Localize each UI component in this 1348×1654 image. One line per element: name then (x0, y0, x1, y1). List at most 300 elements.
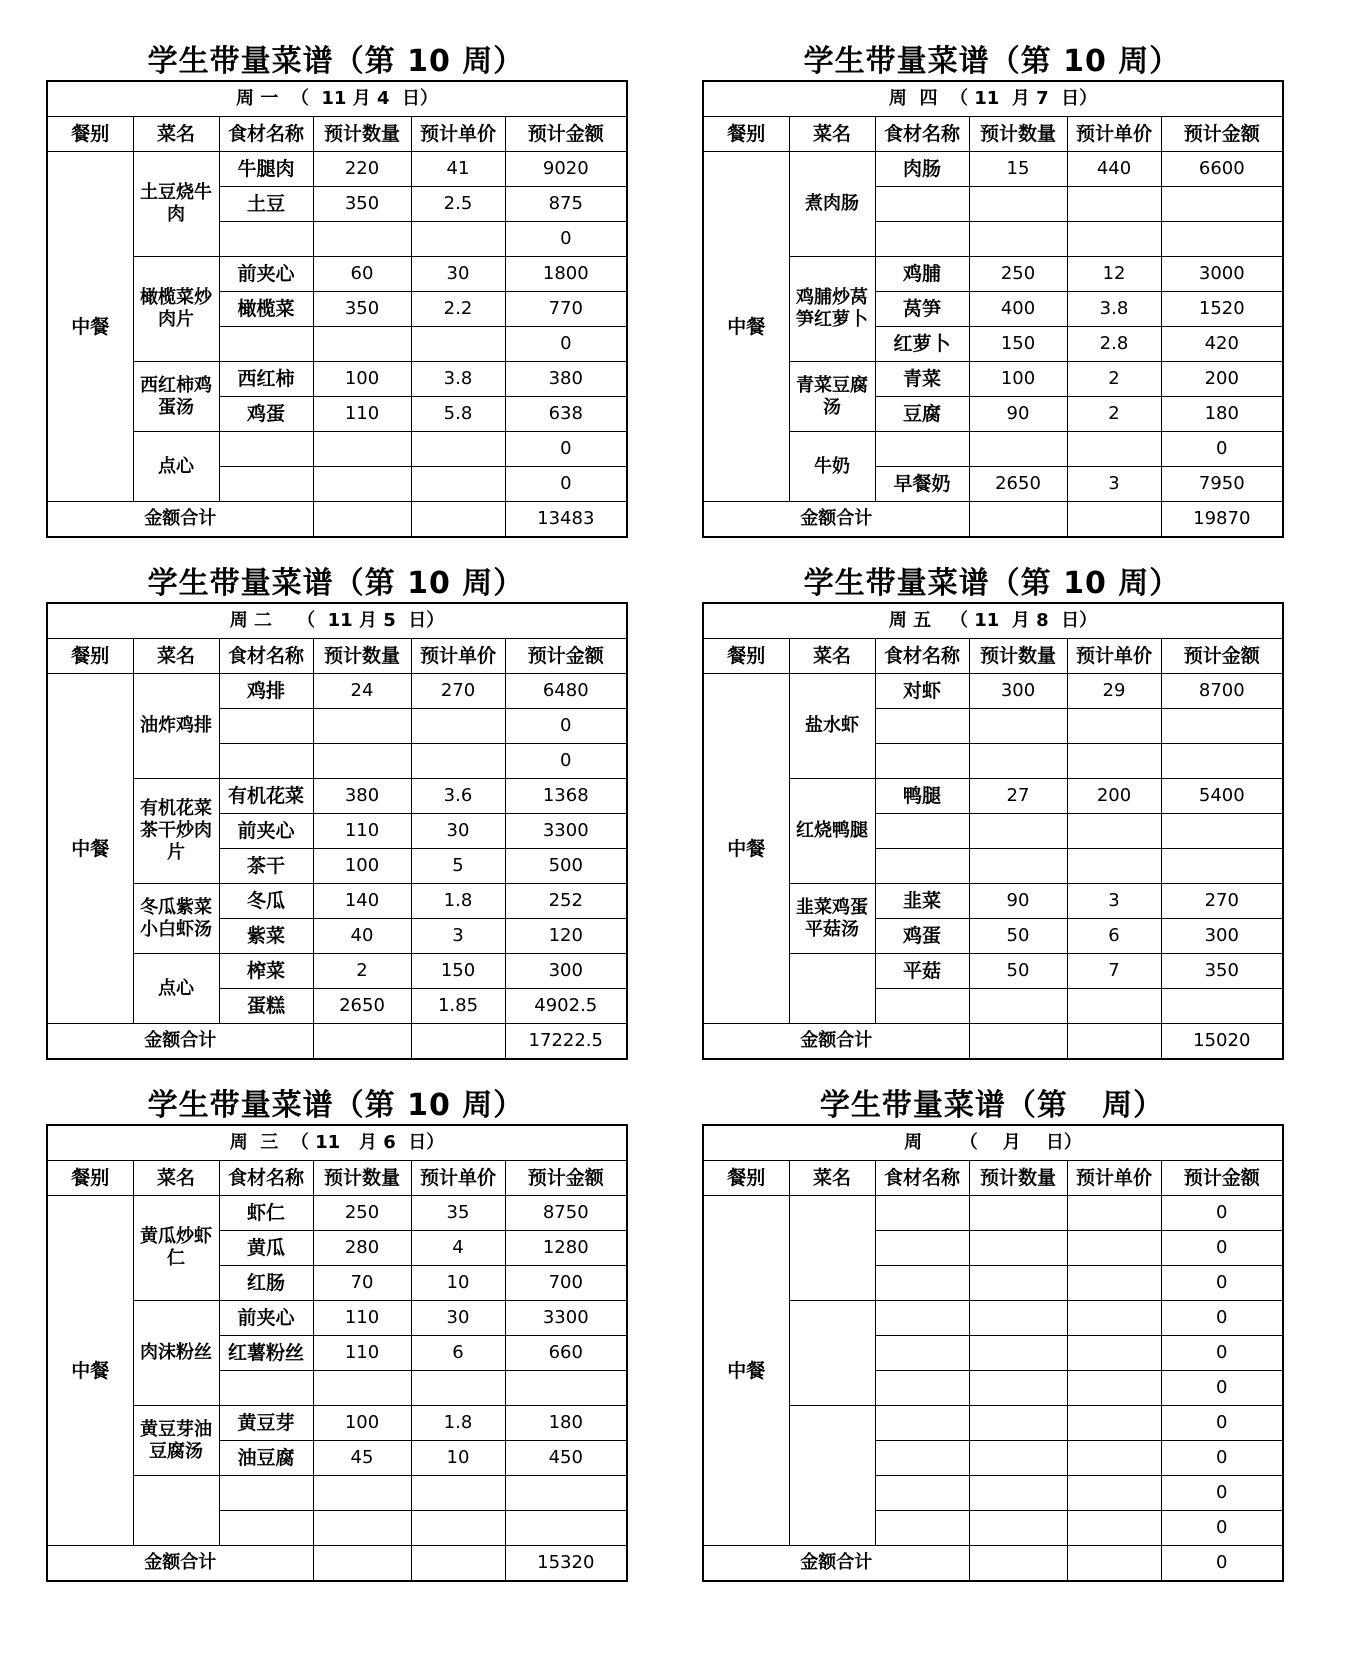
amount-cell: 0 (1161, 1441, 1283, 1476)
total-qty-cell (313, 502, 411, 538)
unit-price-cell: 10 (411, 1441, 505, 1476)
quantity-cell (313, 1371, 411, 1406)
day-date-row: 周 二 （ 11 月 5 日） (47, 603, 627, 639)
amount-cell: 6480 (505, 674, 627, 709)
amount-cell: 875 (505, 187, 627, 222)
quantity-cell (969, 744, 1067, 779)
amount-cell: 380 (505, 362, 627, 397)
ingredient-cell (875, 1301, 969, 1336)
menu-block-mon (46, 44, 626, 538)
amount-cell: 200 (1161, 362, 1283, 397)
ingredient-cell (875, 1266, 969, 1301)
ingredient-cell: 前夹心 (219, 257, 313, 292)
day-date-row: 周 一 （ 11 月 4 日） (47, 81, 627, 117)
table-row (47, 674, 627, 709)
unit-price-cell (1067, 1441, 1161, 1476)
ingredient-cell (875, 1441, 969, 1476)
menu-table (702, 1124, 1284, 1582)
quantity-cell (969, 1336, 1067, 1371)
unit-price-cell: 440 (1067, 152, 1161, 187)
unit-price-cell (411, 327, 505, 362)
unit-price-cell: 150 (411, 954, 505, 989)
ingredient-cell (219, 1476, 313, 1511)
table-row (47, 779, 627, 814)
amount-cell: 0 (1161, 1196, 1283, 1231)
column-header: 食材名称 (219, 1161, 313, 1196)
dish-name-cell: 盐水虾 (789, 674, 875, 779)
unit-price-cell (1067, 814, 1161, 849)
amount-cell: 0 (1161, 1511, 1283, 1546)
ingredient-cell (875, 1231, 969, 1266)
quantity-cell: 100 (313, 362, 411, 397)
unit-price-cell (1067, 709, 1161, 744)
column-header: 预计金额 (1161, 1161, 1283, 1196)
amount-cell: 0 (505, 222, 627, 257)
column-header: 预计单价 (1067, 117, 1161, 152)
column-header: 预计单价 (411, 639, 505, 674)
quantity-cell: 220 (313, 152, 411, 187)
ingredient-cell: 土豆 (219, 187, 313, 222)
unit-price-cell (1067, 1406, 1161, 1441)
ingredient-cell (875, 989, 969, 1024)
unit-price-cell (411, 709, 505, 744)
amount-cell: 0 (1161, 1336, 1283, 1371)
column-header: 菜名 (789, 639, 875, 674)
ingredient-cell: 鸡脯 (875, 257, 969, 292)
amount-cell (1161, 814, 1283, 849)
amount-cell: 3300 (505, 1301, 627, 1336)
quantity-cell: 350 (313, 292, 411, 327)
unit-price-cell (411, 1476, 505, 1511)
unit-price-cell: 35 (411, 1196, 505, 1231)
amount-cell: 420 (1161, 327, 1283, 362)
total-price-cell (411, 502, 505, 538)
ingredient-cell (875, 1196, 969, 1231)
ingredient-cell: 橄榄菜 (219, 292, 313, 327)
table-row (703, 674, 1283, 709)
total-price-cell (1067, 1546, 1161, 1582)
quantity-cell (313, 709, 411, 744)
column-header: 餐别 (47, 639, 133, 674)
dish-name-cell: 点心 (133, 954, 219, 1024)
unit-price-cell (411, 744, 505, 779)
quantity-cell (313, 222, 411, 257)
dish-name-cell (133, 1476, 219, 1546)
amount-cell: 450 (505, 1441, 627, 1476)
amount-cell (1161, 187, 1283, 222)
column-header: 预计数量 (313, 1161, 411, 1196)
table-row (703, 954, 1283, 989)
day-date-row: 周 （ 月 日） (703, 1125, 1283, 1161)
ingredient-cell (875, 187, 969, 222)
column-header: 餐别 (703, 117, 789, 152)
total-label: 金额合计 (47, 1024, 313, 1060)
day-date-row: 周 四 （ 11 月 7 日） (703, 81, 1283, 117)
unit-price-cell (1067, 1266, 1161, 1301)
column-header: 菜名 (789, 1161, 875, 1196)
amount-cell: 0 (1161, 1371, 1283, 1406)
ingredient-cell: 前夹心 (219, 1301, 313, 1336)
ingredient-cell: 西红柿 (219, 362, 313, 397)
menu-block-wed (46, 1088, 626, 1582)
unit-price-cell: 12 (1067, 257, 1161, 292)
quantity-cell (969, 1511, 1067, 1546)
table-row (47, 1196, 627, 1231)
amount-cell: 7950 (1161, 467, 1283, 502)
amount-cell: 500 (505, 849, 627, 884)
quantity-cell: 150 (969, 327, 1067, 362)
ingredient-cell: 蛋糕 (219, 989, 313, 1024)
dish-name-cell: 橄榄菜炒肉片 (133, 257, 219, 362)
unit-price-cell (1067, 187, 1161, 222)
unit-price-cell: 2 (1067, 397, 1161, 432)
dish-name-cell: 肉沫粉丝 (133, 1301, 219, 1406)
unit-price-cell: 3 (1067, 467, 1161, 502)
quantity-cell: 110 (313, 1336, 411, 1371)
ingredient-cell: 鸡蛋 (875, 919, 969, 954)
quantity-cell (969, 1196, 1067, 1231)
ingredient-cell (219, 709, 313, 744)
unit-price-cell: 30 (411, 1301, 505, 1336)
quantity-cell (969, 1371, 1067, 1406)
column-header: 菜名 (789, 117, 875, 152)
quantity-cell (969, 1441, 1067, 1476)
unit-price-cell: 1.8 (411, 884, 505, 919)
total-amount: 15020 (1161, 1024, 1283, 1060)
column-header: 预计金额 (1161, 639, 1283, 674)
amount-cell: 0 (1161, 432, 1283, 467)
unit-price-cell: 4 (411, 1231, 505, 1266)
dish-name-cell: 西红柿鸡蛋汤 (133, 362, 219, 432)
quantity-cell: 27 (969, 779, 1067, 814)
unit-price-cell: 270 (411, 674, 505, 709)
amount-cell: 4902.5 (505, 989, 627, 1024)
table-row (47, 1406, 627, 1441)
ingredient-cell: 青菜 (875, 362, 969, 397)
unit-price-cell: 30 (411, 814, 505, 849)
column-header: 预计数量 (969, 1161, 1067, 1196)
unit-price-cell: 2.5 (411, 187, 505, 222)
column-header: 食材名称 (219, 117, 313, 152)
amount-cell: 270 (1161, 884, 1283, 919)
unit-price-cell: 7 (1067, 954, 1161, 989)
quantity-cell: 110 (313, 397, 411, 432)
ingredient-cell (875, 432, 969, 467)
quantity-cell: 90 (969, 397, 1067, 432)
amount-cell: 638 (505, 397, 627, 432)
dish-name-cell: 韭菜鸡蛋平菇汤 (789, 884, 875, 954)
quantity-cell: 40 (313, 919, 411, 954)
unit-price-cell (1067, 744, 1161, 779)
ingredient-cell (875, 222, 969, 257)
quantity-cell (969, 814, 1067, 849)
amount-cell: 0 (1161, 1476, 1283, 1511)
quantity-cell (969, 1231, 1067, 1266)
total-qty-cell (313, 1546, 411, 1582)
dish-name-cell: 红烧鸭腿 (789, 779, 875, 884)
column-header: 预计单价 (411, 1161, 505, 1196)
table-row (47, 152, 627, 187)
amount-cell: 0 (505, 467, 627, 502)
unit-price-cell (1067, 989, 1161, 1024)
table-row (703, 257, 1283, 292)
column-header: 菜名 (133, 1161, 219, 1196)
table-row (47, 257, 627, 292)
ingredient-cell: 茶干 (219, 849, 313, 884)
quantity-cell (969, 187, 1067, 222)
quantity-cell: 100 (313, 1406, 411, 1441)
menu-title: 学生带量菜谱（第 周） (819, 1088, 1165, 1123)
column-header: 菜名 (133, 117, 219, 152)
column-header: 预计数量 (969, 117, 1067, 152)
total-label: 金额合计 (47, 1546, 313, 1582)
quantity-cell (969, 222, 1067, 257)
quantity-cell: 24 (313, 674, 411, 709)
amount-cell: 0 (505, 709, 627, 744)
quantity-cell: 2 (313, 954, 411, 989)
column-header: 菜名 (133, 639, 219, 674)
quantity-cell: 45 (313, 1441, 411, 1476)
total-label: 金额合计 (703, 1024, 969, 1060)
ingredient-cell (219, 467, 313, 502)
ingredient-cell: 红肠 (219, 1266, 313, 1301)
dish-name-cell: 有机花菜茶干炒肉片 (133, 779, 219, 884)
unit-price-cell (1067, 1301, 1161, 1336)
dish-name-cell: 点心 (133, 432, 219, 502)
total-label: 金额合计 (47, 502, 313, 538)
amount-cell: 180 (505, 1406, 627, 1441)
ingredient-cell (219, 327, 313, 362)
menu-block-blank (702, 1088, 1282, 1582)
menu-table (702, 80, 1284, 538)
total-amount: 13483 (505, 502, 627, 538)
unit-price-cell (411, 467, 505, 502)
ingredient-cell: 豆腐 (875, 397, 969, 432)
amount-cell: 180 (1161, 397, 1283, 432)
unit-price-cell (1067, 222, 1161, 257)
amount-cell: 5400 (1161, 779, 1283, 814)
amount-cell: 0 (505, 744, 627, 779)
quantity-cell: 140 (313, 884, 411, 919)
amount-cell: 8700 (1161, 674, 1283, 709)
amount-cell (1161, 849, 1283, 884)
amount-cell (505, 1476, 627, 1511)
unit-price-cell: 5 (411, 849, 505, 884)
amount-cell: 350 (1161, 954, 1283, 989)
dish-name-cell: 牛奶 (789, 432, 875, 502)
table-row (703, 152, 1283, 187)
ingredient-cell: 油豆腐 (219, 1441, 313, 1476)
unit-price-cell: 29 (1067, 674, 1161, 709)
ingredient-cell: 榨菜 (219, 954, 313, 989)
amount-cell: 0 (505, 327, 627, 362)
column-header: 预计单价 (1067, 639, 1161, 674)
amount-cell: 8750 (505, 1196, 627, 1231)
dish-name-cell: 青菜豆腐汤 (789, 362, 875, 432)
unit-price-cell: 3.8 (1067, 292, 1161, 327)
menu-block-fri (702, 566, 1282, 1060)
ingredient-cell (875, 709, 969, 744)
ingredient-cell: 虾仁 (219, 1196, 313, 1231)
column-header: 预计数量 (969, 639, 1067, 674)
quantity-cell (313, 1476, 411, 1511)
unit-price-cell: 3.8 (411, 362, 505, 397)
amount-cell: 6600 (1161, 152, 1283, 187)
unit-price-cell: 30 (411, 257, 505, 292)
ingredient-cell: 肉肠 (875, 152, 969, 187)
column-header: 餐别 (703, 639, 789, 674)
amount-cell (505, 1371, 627, 1406)
amount-cell: 700 (505, 1266, 627, 1301)
column-header: 预计数量 (313, 117, 411, 152)
unit-price-cell: 5.8 (411, 397, 505, 432)
unit-price-cell: 2.2 (411, 292, 505, 327)
ingredient-cell (875, 744, 969, 779)
menu-table (46, 1124, 628, 1582)
quantity-cell (969, 1476, 1067, 1511)
ingredient-cell (219, 432, 313, 467)
amount-cell: 0 (1161, 1231, 1283, 1266)
unit-price-cell (1067, 849, 1161, 884)
column-header: 食材名称 (875, 639, 969, 674)
meal-type-cell: 中餐 (703, 674, 789, 1024)
amount-cell (505, 1511, 627, 1546)
unit-price-cell: 2 (1067, 362, 1161, 397)
dish-name-cell: 油炸鸡排 (133, 674, 219, 779)
day-date-row: 周 五 （ 11 月 8 日） (703, 603, 1283, 639)
unit-price-cell (411, 222, 505, 257)
quantity-cell (969, 989, 1067, 1024)
unit-price-cell: 1.85 (411, 989, 505, 1024)
ingredient-cell: 冬瓜 (219, 884, 313, 919)
table-row (703, 432, 1283, 467)
ingredient-cell (219, 222, 313, 257)
quantity-cell: 2650 (969, 467, 1067, 502)
quantity-cell (969, 849, 1067, 884)
meal-type-cell: 中餐 (703, 1196, 789, 1546)
column-header: 预计单价 (1067, 1161, 1161, 1196)
column-header: 预计金额 (505, 117, 627, 152)
ingredient-cell: 鸭腿 (875, 779, 969, 814)
unit-price-cell: 2.8 (1067, 327, 1161, 362)
amount-cell: 1800 (505, 257, 627, 292)
quantity-cell: 400 (969, 292, 1067, 327)
unit-price-cell: 10 (411, 1266, 505, 1301)
unit-price-cell (411, 432, 505, 467)
menu-table (46, 602, 628, 1060)
table-row (47, 362, 627, 397)
total-amount: 17222.5 (505, 1024, 627, 1060)
table-row (703, 1301, 1283, 1336)
ingredient-cell: 红萝卜 (875, 327, 969, 362)
quantity-cell (969, 1406, 1067, 1441)
quantity-cell: 50 (969, 954, 1067, 989)
day-date-row: 周 三 （ 11 月 6 日） (47, 1125, 627, 1161)
total-qty-cell (969, 1546, 1067, 1582)
unit-price-cell (1067, 1371, 1161, 1406)
total-price-cell (1067, 502, 1161, 538)
menu-title: 学生带量菜谱（第 10 周） (803, 44, 1181, 79)
amount-cell: 300 (1161, 919, 1283, 954)
quantity-cell (969, 1266, 1067, 1301)
unit-price-cell (411, 1511, 505, 1546)
ingredient-cell (219, 1371, 313, 1406)
ingredient-cell (875, 1371, 969, 1406)
quantity-cell (969, 709, 1067, 744)
unit-price-cell (411, 1371, 505, 1406)
quantity-cell: 110 (313, 1301, 411, 1336)
column-header: 预计单价 (411, 117, 505, 152)
dish-name-cell: 黄豆芽油豆腐汤 (133, 1406, 219, 1476)
amount-cell: 3000 (1161, 257, 1283, 292)
dish-name-cell (789, 954, 875, 1024)
amount-cell: 1280 (505, 1231, 627, 1266)
total-qty-cell (313, 1024, 411, 1060)
column-header: 预计金额 (505, 639, 627, 674)
ingredient-cell (875, 1511, 969, 1546)
quantity-cell: 50 (969, 919, 1067, 954)
quantity-cell: 380 (313, 779, 411, 814)
quantity-cell (313, 744, 411, 779)
amount-cell: 1368 (505, 779, 627, 814)
unit-price-cell (1067, 1511, 1161, 1546)
quantity-cell: 350 (313, 187, 411, 222)
ingredient-cell: 牛腿肉 (219, 152, 313, 187)
menu-table (702, 602, 1284, 1060)
amount-cell: 770 (505, 292, 627, 327)
column-header: 预计数量 (313, 639, 411, 674)
quantity-cell (313, 327, 411, 362)
dish-name-cell (789, 1301, 875, 1406)
ingredient-cell: 韭菜 (875, 884, 969, 919)
column-header: 食材名称 (875, 1161, 969, 1196)
dish-name-cell (789, 1196, 875, 1301)
meal-type-cell: 中餐 (47, 674, 133, 1024)
unit-price-cell (1067, 1336, 1161, 1371)
table-row (47, 1476, 627, 1511)
dish-name-cell (789, 1406, 875, 1546)
total-amount: 0 (1161, 1546, 1283, 1582)
ingredient-cell: 平菇 (875, 954, 969, 989)
quantity-cell (969, 1301, 1067, 1336)
amount-cell: 660 (505, 1336, 627, 1371)
amount-cell: 252 (505, 884, 627, 919)
quantity-cell (313, 432, 411, 467)
quantity-cell: 2650 (313, 989, 411, 1024)
unit-price-cell: 3 (411, 919, 505, 954)
menu-table (46, 80, 628, 538)
column-header: 预计金额 (1161, 117, 1283, 152)
unit-price-cell (1067, 1476, 1161, 1511)
menu-title: 学生带量菜谱（第 10 周） (147, 1088, 525, 1123)
ingredient-cell: 紫菜 (219, 919, 313, 954)
unit-price-cell: 41 (411, 152, 505, 187)
total-label: 金额合计 (703, 1546, 969, 1582)
ingredient-cell (219, 744, 313, 779)
ingredient-cell (875, 849, 969, 884)
column-header: 餐别 (47, 117, 133, 152)
unit-price-cell: 3 (1067, 884, 1161, 919)
amount-cell: 9020 (505, 152, 627, 187)
ingredient-cell (875, 1336, 969, 1371)
ingredient-cell: 对虾 (875, 674, 969, 709)
ingredient-cell: 莴笋 (875, 292, 969, 327)
quantity-cell: 300 (969, 674, 1067, 709)
amount-cell (1161, 222, 1283, 257)
quantity-cell: 100 (313, 849, 411, 884)
amount-cell: 1520 (1161, 292, 1283, 327)
table-row (703, 779, 1283, 814)
